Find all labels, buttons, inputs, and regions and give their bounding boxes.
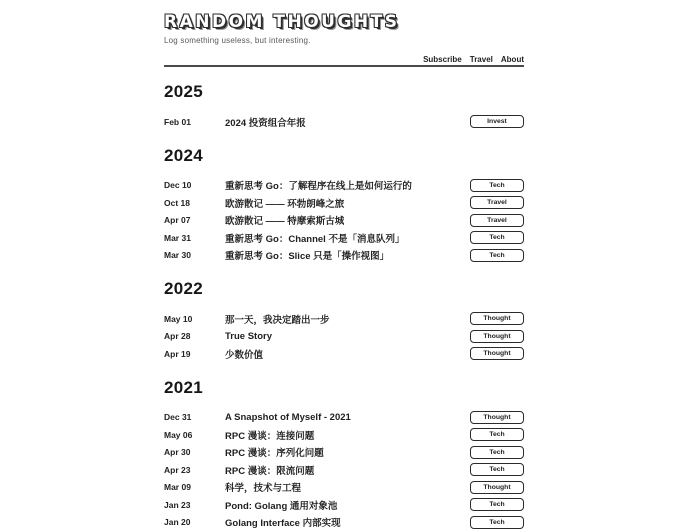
post-title-link[interactable]: Golang Interface 内部实现 [225, 515, 470, 529]
post-list [164, 113, 524, 131]
post-row [164, 212, 524, 230]
post-date: Dec 10 [164, 180, 225, 190]
post-tag-button[interactable]: Tech [470, 231, 524, 244]
post-row [164, 514, 524, 531]
post-title-link[interactable]: 少数价值 [225, 347, 470, 361]
post-row [164, 426, 524, 444]
post-title-link[interactable]: 重新思考 Go：了解程序在线上是如何运行的 [225, 178, 470, 192]
post-title-link[interactable]: 重新思考 Go：Channel 不是「消息队列」 [225, 231, 470, 245]
post-date: Dec 31 [164, 412, 225, 422]
post-list [164, 310, 524, 363]
post-tag-button[interactable]: Tech [470, 428, 524, 441]
nav-link-about[interactable]: About [501, 55, 524, 64]
post-row [164, 113, 524, 131]
post-row [164, 177, 524, 195]
post-tag-button[interactable]: Thought [470, 411, 524, 424]
post-title-link[interactable]: 2024 投资组合年报 [225, 115, 470, 129]
post-tag-button[interactable]: Tech [470, 516, 524, 529]
post-title-link[interactable]: 欧游散记 —— 环勃朗峰之旅 [225, 196, 470, 210]
post-tag-button[interactable]: Tech [470, 463, 524, 476]
post-row [164, 496, 524, 514]
post-date: Mar 30 [164, 250, 225, 260]
post-title-link[interactable]: A Snapshot of Myself - 2021 [225, 412, 470, 423]
post-date: Apr 28 [164, 331, 225, 341]
post-date: Mar 09 [164, 482, 225, 492]
post-row [164, 409, 524, 427]
post-row [164, 345, 524, 363]
post-date: Apr 19 [164, 349, 225, 359]
post-tag-button[interactable]: Thought [470, 330, 524, 343]
post-date: May 10 [164, 314, 225, 324]
post-date: Apr 23 [164, 465, 225, 475]
post-date: May 06 [164, 430, 225, 440]
post-title-link[interactable]: 重新思考 Go：Slice 只是「操作视图」 [225, 248, 470, 262]
post-tag-button[interactable]: Thought [470, 481, 524, 494]
header [164, 13, 524, 67]
post-tag-button[interactable]: Tech [470, 498, 524, 511]
post-title-link[interactable]: 欧游散记 —— 特摩索斯古城 [225, 213, 470, 227]
post-row [164, 479, 524, 497]
post-tag-button[interactable]: Invest [470, 115, 524, 128]
post-title-link[interactable]: RPC 漫谈：限流问题 [225, 463, 470, 477]
nav-link-travel[interactable]: Travel [470, 55, 493, 64]
site-subtitle: Log something useless, but interesting. [164, 36, 524, 46]
year-heading: 2022 [164, 279, 524, 298]
post-tag-button[interactable]: Tech [470, 249, 524, 262]
post-title-link[interactable]: Pond: Golang 通用对象池 [225, 498, 470, 512]
year-section [164, 378, 524, 531]
year-heading: 2024 [164, 146, 524, 165]
post-date: Jan 20 [164, 517, 225, 527]
post-tag-button[interactable]: Thought [470, 347, 524, 360]
post-tag-button[interactable]: Tech [470, 179, 524, 192]
post-row [164, 328, 524, 346]
post-date: Mar 31 [164, 233, 225, 243]
post-row [164, 310, 524, 328]
year-section [164, 82, 524, 131]
post-date: Jan 23 [164, 500, 225, 510]
post-title-link[interactable]: 科学，技术与工程 [225, 480, 470, 494]
post-tag-button[interactable]: Travel [470, 196, 524, 209]
nav-link-subscribe[interactable]: Subscribe [423, 55, 462, 64]
year-heading: 2025 [164, 82, 524, 101]
blog-page [164, 0, 524, 531]
post-row [164, 247, 524, 265]
post-tag-button[interactable]: Thought [470, 312, 524, 325]
post-row [164, 194, 524, 212]
year-section [164, 279, 524, 363]
post-archive [164, 82, 524, 531]
year-heading: 2021 [164, 378, 524, 397]
top-nav [164, 49, 524, 60]
post-row [164, 444, 524, 462]
post-date: Apr 07 [164, 215, 225, 225]
post-date: Feb 01 [164, 117, 225, 127]
post-tag-button[interactable]: Travel [470, 214, 524, 227]
post-title-link[interactable]: 那一天，我决定踏出一步 [225, 312, 470, 326]
post-date: Apr 30 [164, 447, 225, 457]
post-title-link[interactable]: RPC 漫谈：连接问题 [225, 428, 470, 442]
post-tag-button[interactable]: Tech [470, 446, 524, 459]
post-title-link[interactable]: RPC 漫谈：序列化问题 [225, 445, 470, 459]
post-title-link[interactable]: True Story [225, 331, 470, 342]
site-title[interactable]: RANDOM THOUGHTS [164, 13, 524, 32]
post-row [164, 461, 524, 479]
year-section [164, 146, 524, 265]
post-list [164, 409, 524, 531]
post-row [164, 229, 524, 247]
header-divider [164, 65, 524, 67]
post-date: Oct 18 [164, 198, 225, 208]
post-list [164, 177, 524, 265]
